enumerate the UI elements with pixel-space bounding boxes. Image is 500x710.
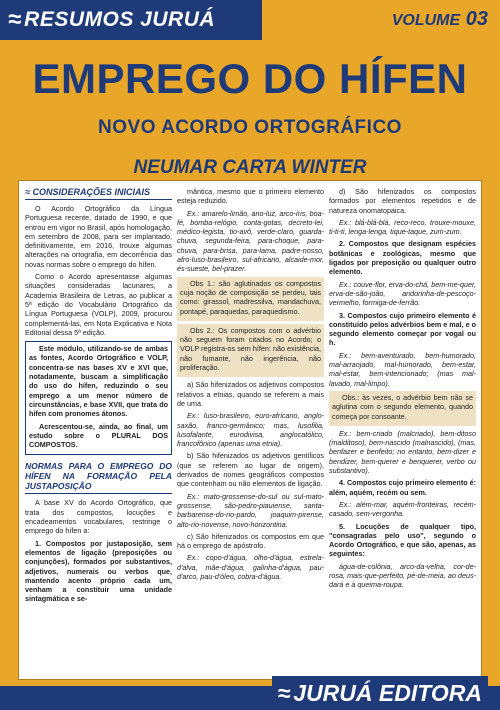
page-subtitle: NOVO ACORDO ORTOGRÁFICO <box>98 117 402 138</box>
example: água-de-colônia, arco-da-velha, cor-de-rosa, mais-que-perfeito, pé-de-meia, ao deus-dará e à queima-roupa. <box>329 561 476 590</box>
publisher-logo: ≈ JURUÁ EDITORA <box>272 676 488 710</box>
example: Ex.: bem-criado (malcriado), bem-ditoso (malditoso), bem-nascido (malnascido), (mas, benfazer e benfeito; no entanto, bem-dizer e bendizer, bem-querer e benquerer, verbo ou substantivo). <box>329 428 476 476</box>
paragraph: O Acordo Ortográfico da Língua Portuguesa recente, datado de 1990, e que entrou em vigor no Brasil, após homologação, em setembro de 2008, para ser implantado, definitivamente, em 2016, trouxe algumas alterações na ortografia, em decorrência das novas normas sobre o emprego do hífen. <box>25 204 172 269</box>
paragraph: 4. Compostos cujo primeiro elemento é: além, aquém, recém ou sem. <box>329 478 476 497</box>
example: Ex.: blá-blá-blá, reco-reco, trouxe-mouxe, ti-ti-ti, lenga-lenga, tique-taque, zum-zum. <box>329 217 476 237</box>
paragraph: c) São hifenizados os compostos em que há o emprego de apóstrofo. <box>177 531 324 551</box>
column-1 <box>25 187 172 675</box>
note-box: Obs 1.: são aglutinados os compostos cuja noção de composição se perdeu, tais como: girassol, madressilva, mandachuva, pontapé, paraquedas, paraquedismo. <box>177 277 324 321</box>
example: Ex.: mato-grossense-do-sul ou sul-mato-grossense, são-pedro-piauiense, santa-barbarense-do-rio-pardo, joaquim-pirense, alto-rio-novense, novo-horizontina. <box>177 491 324 529</box>
section-heading: NORMAS PARA O EMPREGO DO HÍFEN NA FORMAÇÃO PELA JUSTAPOSIÇÃO <box>25 461 172 494</box>
volume-label: VOLUME 03 <box>391 8 488 30</box>
content-page <box>18 180 482 680</box>
series-label: RESUMOS JURUÁ <box>24 8 216 31</box>
note-box: Obs.: às vezes, o advérbio bem não se aglutina com o segundo elemento, quando começa por consoante. <box>329 391 476 426</box>
example: Ex.: couve-flor, erva-do-chá, bem-me-quer, erva-de-são-joão, andorinha-de-pescoço-vermelho, formiga-de-ferrão. <box>329 279 476 308</box>
note-box: Obs 2.: Os compostos com o advérbio não seguem foram citados no Acordo; o VOLP registra-os sem hífen: não existência, não fumante, não ingerência, não proliferação. <box>177 324 324 377</box>
paragraph: 2. Compostos que designam espécies botânicas e zoológicas, mesmo que ligados por preposição ou qualquer outro elemento. <box>329 239 476 277</box>
author-name: NEUMAR CARTA WINTER <box>133 157 367 178</box>
volume-number: 03 <box>465 8 488 30</box>
paragraph: mântica, mesmo que o primeiro elemento esteja reduzido. <box>177 187 324 206</box>
example: Ex.: além-mar, aquém-fronteiras, recém-casado, sem-vergonha. <box>329 499 476 519</box>
highlight-box: Este módulo, utilizando-se de ambas as fontes, Acordo Ortográfico e VOLP, concentra-se nas bases XV e XVI que, notadamente, buscam a simplificação do uso do hífen, reduzindo o seu emprego a um menor número de circunstâncias, e base XVII, que trata do hífen com pronomes átonos. Acrescentou-se, ainda, ao final, um estudo sobre o PLURAL DOS COMPOSTOS. <box>25 341 172 455</box>
paragraph: d) São hifenizados os compostos formados por elementos repetidos e de natureza onomatopaica. <box>329 187 476 215</box>
waves-icon: ≈ <box>277 679 288 706</box>
section-heading: ≈ CONSIDERAÇÕES INICIAIS <box>25 187 172 200</box>
paragraph: 1. Compostos por justaposição, sem elementos de ligação (preposições ou conjunções), formados por substantivos, adjetivos, numerais ou verbos que, mantendo acento próprio cada um, venham a constituir uma unidade sintagmática e se- <box>25 538 172 604</box>
column-2 <box>177 187 324 675</box>
paragraph: 5. Locuções de qualquer tipo, "consagradas pelo uso", segundo o Acordo Ortográfico, e que são, apenas, as seguintes: <box>329 521 476 559</box>
paragraph: Como o Acordo apresentasse algumas situações consideradas lacunares, a Academia Brasileira de Letras, ao publicar a 5ª edição do Vocabulário Ortográfico da Língua Portuguesa (VOLP), 2009, procurou complementá-las, em Nota Explicativa e Nota Editorial dessa 5ª edição. <box>25 272 172 337</box>
example: Ex.: bem-aventurado, bem-humorado, mal-arranjado, mal-humorado, bem-estar, mal-estar, bem-intencionado; (mas mal-lavado, mal-limpo). <box>329 350 476 388</box>
paragraph: 3. Compostos cujo primeiro elemento é constituído pelos advérbios bem e mal, e o segundo elemento começar por vogal ou h. <box>329 310 476 348</box>
example: Ex.: amarelo-limão, ano-luz, arco-íris, boa-fé, bomba-relógio, conta-gotas, decreto-lei, médico-legista, tio-avô, verde-claro, guarda-chuva, segunda-feira, para-choque, para-chuva, para-brisa, para-lama, padre-nosso, afro-luso-brasileiro, sul-africano, alcaide-mor, és-sueste, bel-prazer. <box>177 208 324 274</box>
paragraph: a) São hifenizados os adjetivos compostos relativos a etnias, quando se referem a mais de uma. <box>177 380 324 408</box>
series-brand <box>0 0 262 40</box>
example: Ex.: luso-brasileiro, euro-africano, anglo-saxão, franco-germânico; mas, lusofilia, lusofalante, eurodivisa, anglocatólico, francofônico (apenas uma etnia). <box>177 411 324 449</box>
paragraph: b) São hifenizados os adjetivos gentílicos (que se referem ao lugar de origem), derivados de nomes geográficos compostos que contenham ou não elementos de ligação. <box>177 451 324 489</box>
column-3 <box>329 187 476 657</box>
paragraph: A base XV do Acordo Ortográfico, que trata dos compostos, locuções e encadeamentos vocabulares, restringe o emprego do hífen a: <box>25 498 172 536</box>
page-title: EMPREGO DO HÍFEN <box>32 55 468 102</box>
example: Ex.: copo-d'água, olho-d'água, estrela-d'alva, mãe-d'água, galinha-d'água, pau-d'arco, pau-d'óleo, cobra-d'água. <box>177 553 324 581</box>
waves-icon: ≈ <box>8 6 19 33</box>
